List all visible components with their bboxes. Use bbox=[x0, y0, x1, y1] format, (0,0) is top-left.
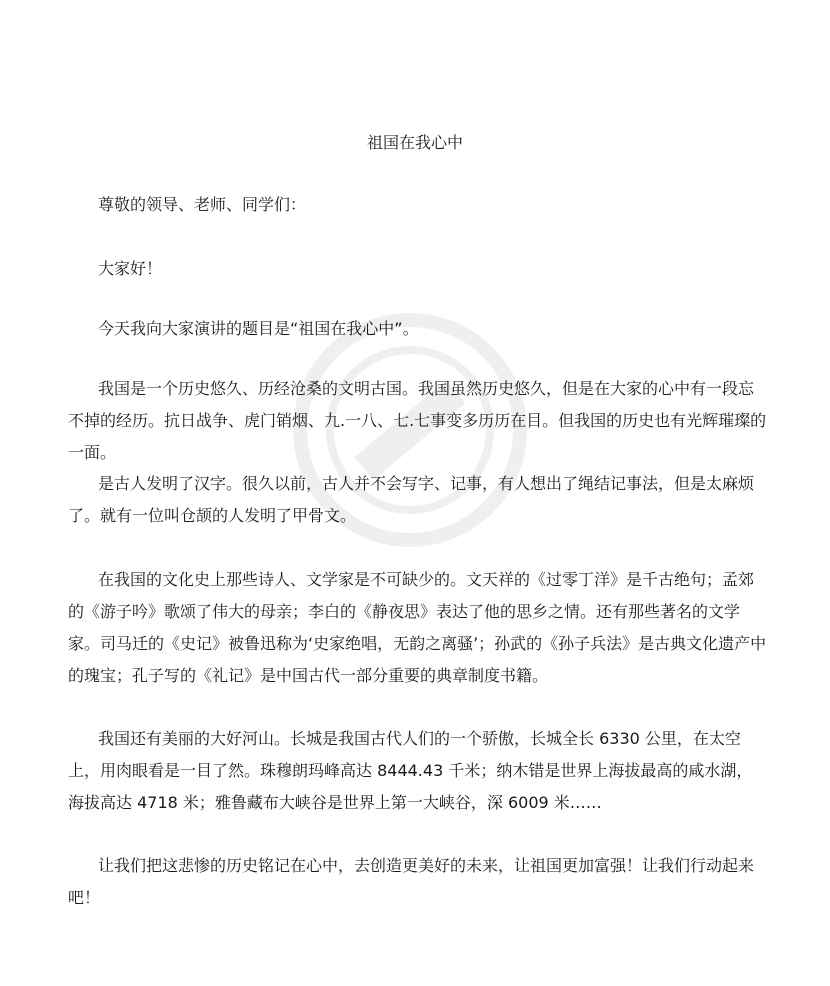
greeting: 大家好！ bbox=[98, 259, 163, 278]
page-title: 祖国在我心中 bbox=[366, 133, 463, 152]
history-paragraph: 我国是一个历史悠久、历经沧桑的文明古国。我国虽然历史悠久，但是在大家的心中有一段忘不掉的经历。抗日战争、虎门销烟、九.一八、七.七事变多历历在目。但我国的历史也有光辉璀璨的一面。 bbox=[68, 379, 767, 462]
landscape-paragraph: 我国还有美丽的大好河山。长城是我国古代人们的一个骄傲，长城全长 6330 公里，在太空上，用肉眼看是一目了然。珠穆朗玛峰高达 8444.43 千米；纳木错是世界上海拔最高的咸水湖，海拔高达 4718 米；雅鲁藏布大峡谷是世界上第一大峡谷，深 6009 米…… bbox=[68, 729, 753, 812]
closing-paragraph: 让我们把这悲惨的历史铭记在心中，去创造更美好的未来，让祖国更加富强！让我们行动起来吧！ bbox=[68, 856, 755, 907]
intro-paragraph: 今天我向大家演讲的题目是“祖国在我心中”。 bbox=[98, 319, 419, 338]
writing-paragraph: 是古人发明了汉字。很久以前，古人并不会写字、记事，有人想出了绳结记事法，但是太麻烦了。就有一位叫仓颉的人发明了甲骨文。 bbox=[68, 474, 755, 525]
salutation: 尊敬的领导、老师、同学们： bbox=[98, 195, 307, 214]
literature-paragraph: 在我国的文化史上那些诗人、文学家是不可缺少的。文天祥的《过零丁洋》是千古绝句；孟郊的《游子吟》歌颂了伟大的母亲；李白的《静夜思》表达了他的思乡之情。还有那些著名的文学家。司马迁的《史记》被鲁迅称为‘史家绝唱，无韵之离骚’；孙武的《孙子兵法》是古典文化遗产中的瑰宝；孔子写的《礼记》是中国古代一部分重要的典章制度书籍。 bbox=[68, 570, 767, 685]
